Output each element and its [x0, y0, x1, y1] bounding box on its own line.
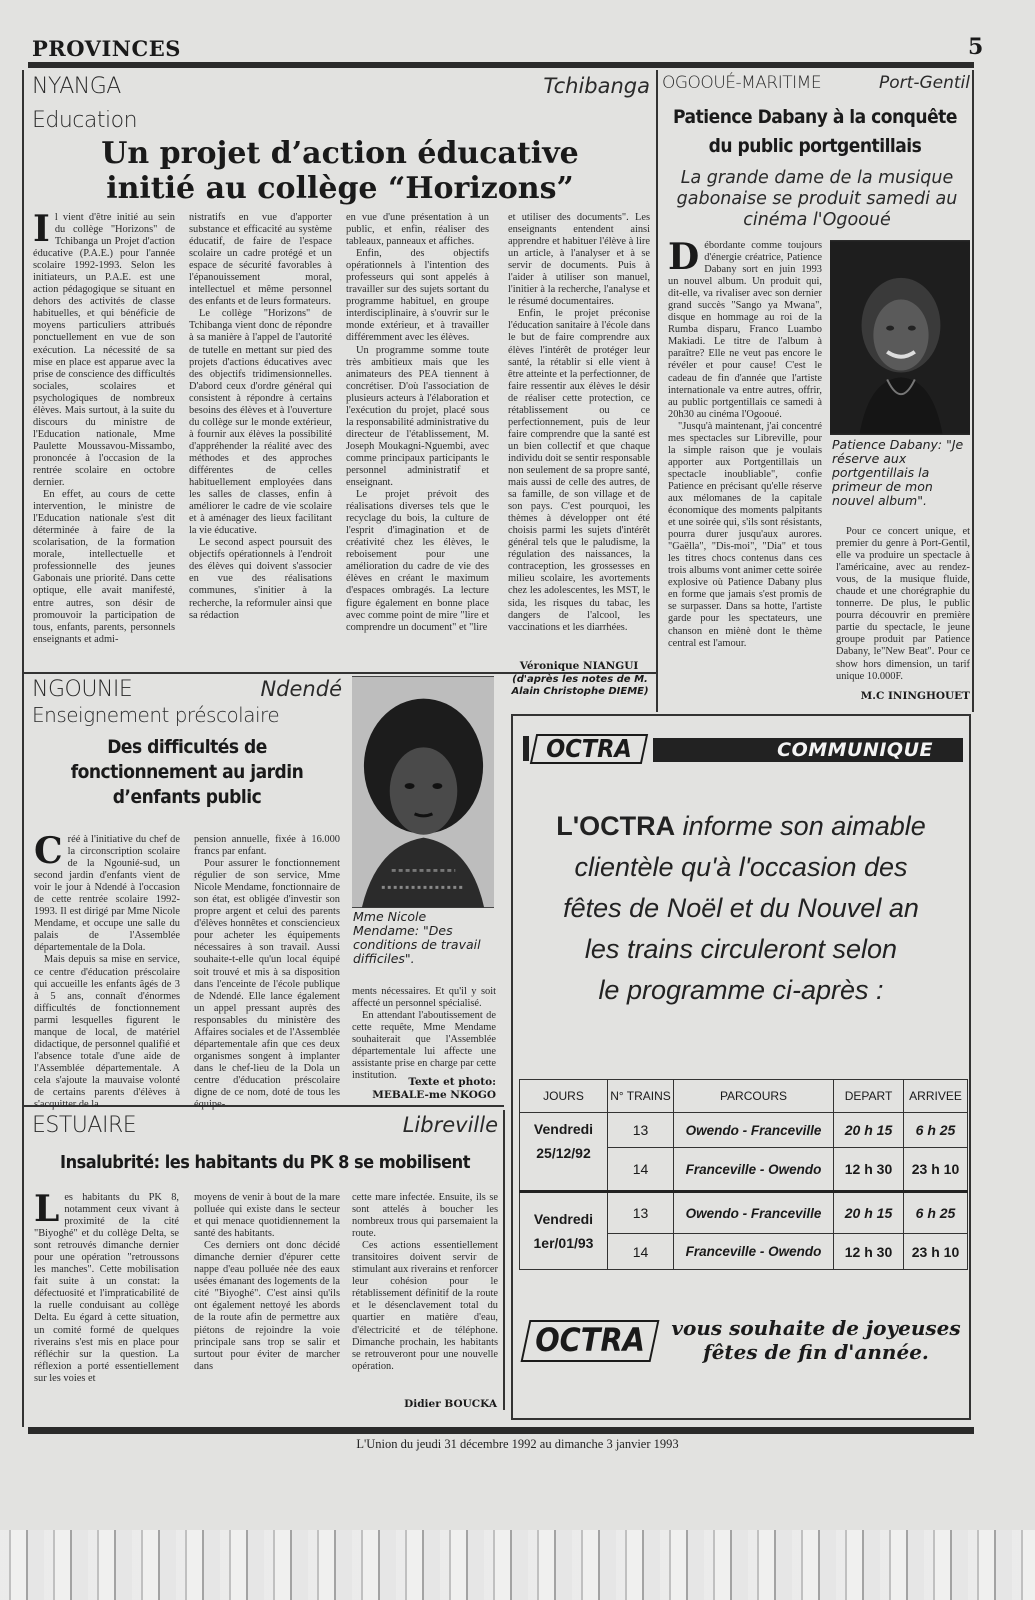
train-schedule-table	[519, 1079, 968, 1270]
place-label: Tchibanga	[543, 74, 650, 98]
train-number: 13	[608, 1192, 674, 1234]
article-column: nistratifs en vue d'apporter substance et efficacité au système éducatif, de faire de l'espace scolaire un cadre protégé et un espace de sécurité favorables à l'épanouissement moral, intellectuel et même personnel des enfants et de leurs formateurs. Le collège "Horizons" de Tchibanga vient donc de répondre à sa manière à l'appel de l'autorité de tutelle en mettant sur pied des projets d'actions éducatives avec des objectifs tridimensionnelles. D'abord ceux d'ordre général qui consistent à répondre à certains besoins des élèves et à l'ouverture du collège sur le monde extérieur, à fournir aux élèves la possibilité d'appréhender la réalité avec des méthodes et des approches différentes de celles habituellement employées dans les salles de classes, enfin à améliorer le cadre de vie scolaire et à aménager des lieux facilitant la vie éducative. Le second aspect poursuit des objectifs opérationnels à l'endroit des élèves qui doivent s'associer en vue des réalisations communes, s'initier à la recherche, la reformuler ainsi que sa rédaction	[189, 212, 332, 621]
author-signature: M.C ININGHOUET	[860, 690, 970, 702]
departure-time: 20 h 15	[834, 1192, 904, 1234]
route: Owendo - Franceville	[674, 1113, 834, 1148]
region-label: OGOOUÉ-MARITIME	[662, 73, 822, 93]
communique-banner: COMMUNIQUE	[653, 738, 963, 762]
right-margin-rule	[972, 70, 974, 712]
column-header: ARRIVEE	[904, 1080, 968, 1113]
article-column: cette mare infectée. Ensuite, ils se sont attelés à boucher les nombreux trous qui parsemaient la route. Ces actions essentiellement transitoires doivent servir de stimulant aux riverains et renforcer leur cohésion pour le rétablissement définitif de la route et le désenclavement total du quartier en matière d'eau, d'électricité et de téléphone. Dimanche prochain, les habitants se retrouveront pour une nouvelle opération.	[352, 1192, 498, 1372]
drop-cap: C	[34, 830, 63, 872]
train-number: 14	[608, 1234, 674, 1270]
route: Franceville - Owendo	[674, 1234, 834, 1270]
day-cell: Vendredi 1er/01/93	[520, 1192, 608, 1270]
arrival-time: 6 h 25	[904, 1192, 968, 1234]
author-note: (d'après les notes de M. Alain Christophe DIEME)	[511, 674, 649, 697]
headline: Des difficultés de fonctionnement au jardin d’enfants public	[70, 736, 304, 808]
page-number: 5	[968, 34, 984, 60]
author-signature: Véronique NIANGUI	[519, 660, 639, 672]
table-row	[520, 1192, 968, 1234]
drop-cap: I	[33, 208, 50, 250]
article-label-row	[32, 74, 650, 99]
article-column: Créé à l'initiative du chef de la circonscription scolaire de la Ngounié-sud, un second jardin d'enfants vient de voir le jour à Ndendé à l'occasion de cette rentrée scolaire 1992-1993. Il est dirigé par Mme Nicole Mendame, et occupe une salle du palais de l'Assemblée départementale de la Dola. Mais depuis sa mise en service, ce centre d'éducation préscolaire qui accueille les enfants âgés de 3 à 5 ans, connaît d'énormes difficultés de fonctionnement parmi lesquelles figurent le manque de local, de matériel didactique, de personnel qualifié et l'absence totale d'une aide de l'Assemblée départementale. A cela s'ajoute la mauvaise volonté de certains parents d'élèves à s'acquitter de la	[34, 830, 180, 1111]
article-column: moyens de venir à bout de la mare polluée qui existe dans le secteur et qui menace quotidiennement la santé des habitants. Ces derniers ont donc décidé dimanche dernier d'épurer cette nappe d'eau polluée née des eaux usées émanant des logements de la cité "Biyoghé". C'est ainsi qu'ils ont également nettoyé les abords de la route afin de permettre aux piétons de rejoindre la voie principale sans trop se salir et surtout pour éviter de marcher dans	[194, 1192, 340, 1372]
column-header: PARCOURS	[674, 1080, 834, 1113]
column-divider	[503, 1110, 505, 1410]
headline: Insalubrité: les habitants du PK 8 se mobilisent	[60, 1152, 470, 1173]
footer-rule	[28, 1427, 974, 1434]
octra-logo: OCTRA	[530, 734, 648, 764]
announcement-text: L'OCTRA informe son aimable clientèle qu'à l'occasion des fêtes de Noël et du Nouvel an les trains circuleront selon le programme ci-après :	[556, 811, 926, 1005]
section-title: PROVINCES	[32, 36, 181, 61]
route: Franceville - Owendo	[674, 1148, 834, 1192]
train-number: 13	[608, 1113, 674, 1148]
portrait-illustration	[830, 240, 970, 435]
author-signature: Texte et photo: MEBALE-me NKOGO	[372, 1076, 496, 1101]
header-rule	[28, 62, 974, 68]
deck: La grande dame de la musique gabonaise se produit samedi au cinéma l'Ogooué	[676, 168, 958, 230]
article-label-row	[32, 677, 342, 702]
rubric-label: Enseignement préscolaire	[32, 703, 280, 727]
arrival-time: 6 h 25	[904, 1113, 968, 1148]
article-column: Pour ce concert unique, et premier du genre à Port-Gentil, elle va produire un spectacle à l'américaine, avec au rendez-vous, de la musique fluide, chaude et une chorégraphie du tonnerre. De plus, le public pourra découvrir en première partie du spectacle, le jeune groupe produit par Patience Dabany, le"New Beat". Pour ce show hors dimension, un tarif unique 10.000F.	[836, 526, 970, 682]
rubric-label: Education	[32, 108, 138, 133]
portrait-photo-nicole-mendame	[352, 676, 494, 908]
edition-line: L'Union du jeudi 31 décembre 1992 au dimanche 3 janvier 1993	[356, 1437, 679, 1451]
column-header: DEPART	[834, 1080, 904, 1113]
portrait-illustration	[352, 676, 494, 908]
octra-logo-footer: OCTRA	[521, 1320, 660, 1362]
article-column: en vue d'une présentation à un public, et enfin, réaliser des tableaux, panneaux et affiches. Enfin, des objectifs opérationnels à l'intention des professeurs qui sont appelés à travailler sur des sujets sortant du programme habituel, en groupe interdisciplinaire, à s'ouvrir sur le monde extérieur, et à travailler différemment avec les élèves. Un programme somme toute très ambitieux mais que les animateurs des PEA tiennent à concrétiser. D'où l'association de plusieurs acteurs à l'élaboration et l'exécution du projet, placé sous la responsabilité administrative du directeur de l'établissement, M. Joseph Moukagni-Nguembi, avec comme principaux participants le personnel administratif et enseignant. Le projet prévoit des réalisations diverses tels que le recyclage du bois, la culture de l'esprit d'imagination et de créativité chez les élèves, le reboisement pour une amélioration du cadre de vie des élèves en créant le maximum d'espaces ombragés. La lecture figure également en bonne place avec comme point de mire "lire et comprendre un document" et "lire	[346, 212, 489, 633]
drop-cap: L	[34, 1188, 60, 1230]
column-header: JOURS	[520, 1080, 608, 1113]
article-column: Il vient d'être initié au sein du collège "Horizons" de Tchibanga un Projet d'action éducative (P.A.E.) pour l'année scolaire 1992-1993. Selon les initiateurs, un P.A.E. est une action pédagogique se situant en dehors des activités de classe habituelles, et qui bénéficie de moyens particuliers attribués ponctuellement en vue de son exécution. La nécessité de sa mise en place est apparue avec la prise de conscience des difficultés sociales, scolaires et psychologiques de nombreux élèves. Mais surtout, à la suite du discours du ministre de l'Education nationale, Mme Paulette Moussavou-Missambo, prononcée à l'occasion de la rentrée scolaire en octobre dernier. En effet, au cours de cette intervention, le ministre de l'Education nationale s'est dit déterminée à faire de la scolarisation, de la formation morale, intellectuelle et professionnelle des jeunes Gabonais une priorité. Dans cette optique, elle avait manifesté, entre autres, son désir de promouvoir la participation de tous, enfants, parents, personnels enseignants et admi-	[33, 208, 175, 645]
region-label: NYANGA	[32, 74, 121, 99]
article-column: ments nécessaires. Et qu'il y soit affecté un personnel spécialisé. En attendant l'aboutissement de cette requête, Mme Mendame souhaiterait que l'Assemblée départementale lui affecte une assistante prise en charge par cette institution.	[352, 986, 496, 1082]
arrival-time: 23 h 10	[904, 1148, 968, 1192]
scan-margin	[0, 1530, 1035, 1600]
author-signature: Didier BOUCKA	[404, 1398, 497, 1410]
departure-time: 20 h 15	[834, 1113, 904, 1148]
column-divider	[656, 70, 658, 712]
train-number: 14	[608, 1148, 674, 1192]
article-label-row	[32, 1113, 498, 1138]
logo-stripe	[523, 736, 529, 761]
region-label: ESTUAIRE	[32, 1113, 137, 1138]
arrival-time: 23 h 10	[904, 1234, 968, 1270]
place-label: Ndendé	[260, 677, 342, 701]
photo-caption: Patience Dabany: "Je réserve aux portgentillais la primeur de mon nouvel album".	[832, 437, 964, 508]
left-margin-rule	[22, 70, 24, 1427]
table-header-row	[520, 1080, 968, 1113]
photo-caption: Mme Nicole Mendame: "Des conditions de travail difficiles".	[353, 909, 481, 966]
article-column: Les habitants du PK 8, notamment ceux vivant à proximité de la cité "Biyoghé" et du collège Delta, se sont retrouvés dimanche dernier pour une opération "retroussons les manches". Cette mobilisation fait suite à un constat: la défectuosité et l'impraticabilité de la ruelle conduisant au collège Delta. Eu égard à cette situation, un comité formé de quelques riverains s'est mis en place pour réfléchir sur la question. La réflexion a porté essentiellement sur les voies et	[34, 1188, 179, 1384]
article-column: pension annuelle, fixée à 16.000 francs par enfant. Pour assurer le fonctionnement régulier de son service, Mme Nicole Mendame, fonctionnaire de son état, est obligée d'investir son propre argent et celui des parents d'élèves honnêtes et consciencieux pour acheter les équipements nécessaires à son travail. Aussi souhaite-t-elle qu'un local équipé soit trouvé et mis à sa disposition dans l'enceinte de l'école publique de Ndendé. Elle lance également un appel pressant auprès des responsables du ministère des Affaires sociales et de l'Assemblée départementale afin que ces deux organismes songent à implanter dans le chef-lieu de la Dola un centre d'éducation préscolaire digne de ce nom, doté de tous les équipe-	[194, 834, 340, 1111]
route: Owendo - Franceville	[674, 1192, 834, 1234]
article-column: Débordante comme toujours d'énergie créatrice, Patience Dabany sort en juin 1993 un nouvel album. Un produit qui, dit-elle, va rivaliser avec son dernier grand succès "Sango ya Mwana", disque en hommage au roi de la Rumba disparu, Franco Luambo Makiadi. Le titre de l'album à paraître? Elle ne veut pas encore le révéler et pour cause! C'est le cadeau de fin d'année que l'artiste internationale va entre autres, offrir, au public portgentillais ce samedi à 20h30 au cinéma l'Ogooué. "Jusqu'à maintenant, j'ai concentré mes spectacles sur Libreville, pour la simple raison que je voulais apporter aux Portgentillais un spectacle inoubliable", confie Patience en précisant qu'elle réserve aux mélomanes de la capitale économique des moments palpitants et une soirée qui, s'ils sont résistants, pourra durer jusqu'aux aurores. "Gaëlla", "Dis-moi", "Dia" et tous les titres chocs contenus dans ces trois albums vont animer cette soirée explosive où Patience Dabany plus en forme que jamais s'est promis de se surpasser. Dans sa hotte, l'artiste garde pour les spectateurs, une chanson en miènè dont le thème central est l'amour.	[668, 236, 822, 649]
portrait-photo-patience-dabany	[830, 240, 970, 435]
column-header: N° TRAINS	[608, 1080, 674, 1113]
day-cell: Vendredi 25/12/92	[520, 1113, 608, 1192]
departure-time: 12 h 30	[834, 1148, 904, 1192]
article-label-row	[662, 73, 970, 93]
departure-time: 12 h 30	[834, 1234, 904, 1270]
drop-cap: D	[668, 236, 700, 278]
place-label: Libreville	[402, 1113, 498, 1137]
headline: Un projet d’action éducative initié au collège “Horizons”	[101, 136, 579, 206]
holiday-wishes: vous souhaite de joyeuses fêtes de fin d'année.	[671, 1316, 961, 1364]
octra-advertisement	[511, 714, 971, 1420]
region-label: NGOUNIE	[32, 677, 133, 702]
headline: Patience Dabany à la conquête du public portgentillais	[673, 106, 957, 157]
place-label: Port-Gentil	[879, 73, 970, 93]
article-column: et utiliser des documents". Les enseignants entendent ainsi apprendre et habituer l'élève à lire un article, à l'analyser et à se servir de documents. Puis à l'aider à utiliser son manuel, l'initier à la recherche, l'analyse et le résumé documentaires. Enfin, le projet préconise l'éducation sanitaire à l'école dans le but de faire comprendre aux élèves l'intérêt de protéger leur santé, la rétablir si elle vient à être atteinte et la perfectionner, de faire ressentir aux élèves le désir de réaliser cette protection, ce rétablissement ou ce perfectionnement, puis de leur faire comprendre que la santé est un bien collectif et que chaque individu doit se sentir responsable non seulement de sa propre santé, mais aussi de celle des autres, de sa famille, de son village et de son pays. C'est pourquoi, les thèmes à développer ont été choisis parmi les sujets d'intérêt général tels que le paludisme, la régulation des naissances, la contraception, les grossesses en milieu scolaire, les avortements chez les adolescentes, les MST, le sida, les risques du tabac, les dangers de l'alcool, les vaccinations et les diarrhées.	[508, 212, 650, 633]
table-row	[520, 1113, 968, 1148]
